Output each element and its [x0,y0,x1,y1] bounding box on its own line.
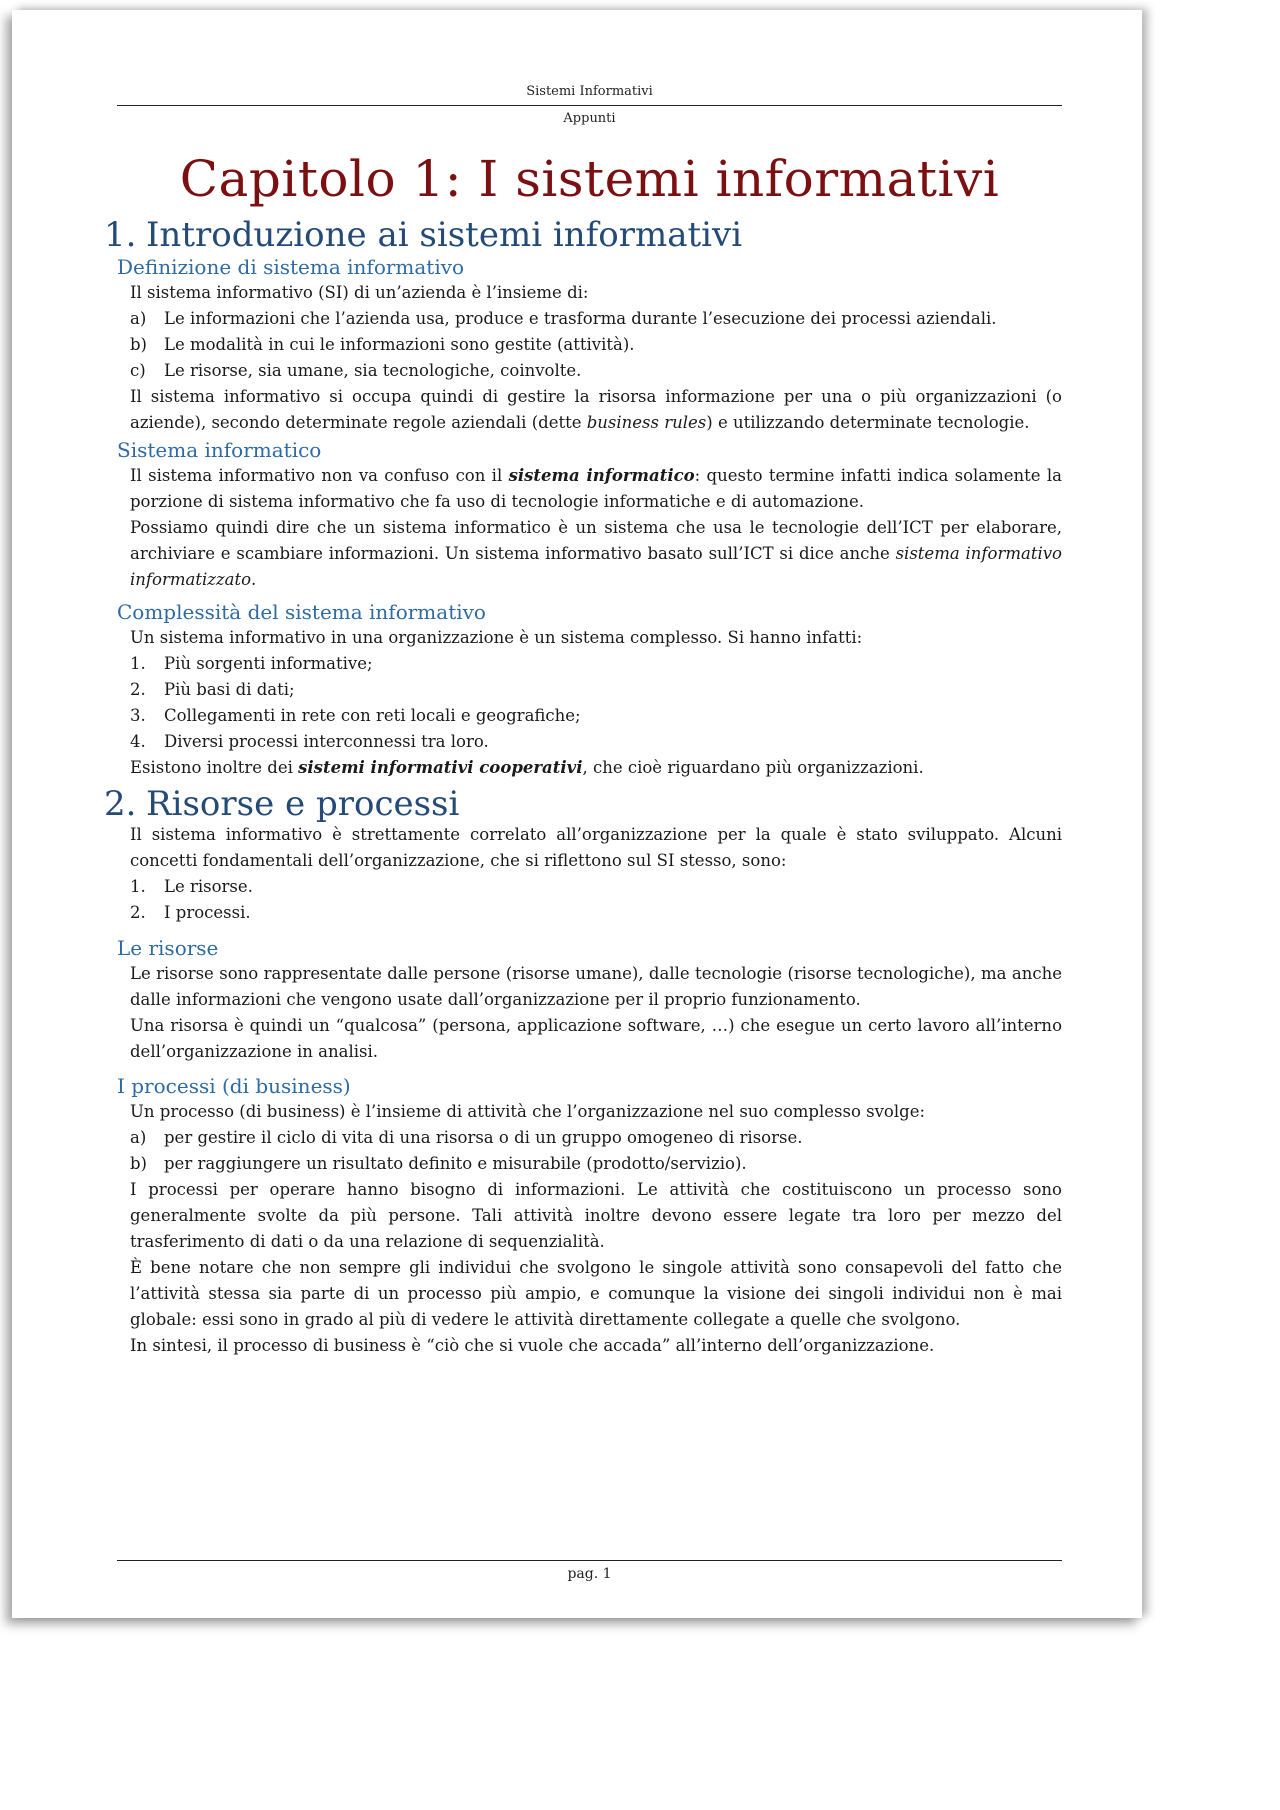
list-marker: 1. [130,877,146,896]
list-item [130,306,1062,332]
list-text: Più basi di dati; [164,680,295,699]
subsection-body-risorse [130,961,1062,1065]
section-title: Risorse e processi [146,784,460,824]
subsection-body-definizione [130,280,1062,436]
subsection-body-processi [130,1099,1062,1359]
list-marker: b) [130,335,147,354]
list-text: Più sorgenti informative; [164,654,373,673]
subsection-body-complessita [130,625,1062,781]
subsection-heading-risorse: Le risorse [117,936,219,960]
section-1-heading [104,215,742,255]
running-header-title: Sistemi Informativi [526,84,653,99]
footer-rule [117,1560,1062,1561]
paragraph: Un processo (di business) è l’insieme di attività che l’organizzazione nel suo complesso svolge: [130,1102,926,1121]
section-number: 1. [104,215,137,255]
paragraph: In sintesi, il processo di business è “ciò che si vuole che accada” all’interno dell’organizzazione. [130,1336,935,1355]
list-marker: a) [130,1128,147,1147]
list-item [130,703,1062,729]
text-run: : questo termine infatti indica solamente la porzione di sistema informativo che fa uso di tecnologie informatiche e di automazione. [130,466,1062,511]
subsection-heading-processi: I processi (di business) [117,1074,351,1098]
list-item [130,677,1062,703]
paragraph: Il sistema informativo è strettamente correlato all’organizzazione per la quale è stato sviluppato. Alcuni concetti fondamentali dell’organizzazione, che si riflettono sul SI stesso, sono: [130,825,1062,870]
list-item [130,729,1062,755]
list-text: Collegamenti in rete con reti locali e geografiche; [164,706,581,725]
section-number: 2. [104,784,137,824]
subsection-heading-definizione: Definizione di sistema informativo [117,255,465,279]
list-item [130,651,1062,677]
list-item [130,1151,1062,1177]
list-marker: 1. [130,654,146,673]
text-run: . [251,570,257,589]
chapter-title: Capitolo 1: I sistemi informativi [179,150,1000,208]
text-run: Il sistema informativo non va confuso con il [130,466,509,485]
emphasis: sistema informativo informatizzato [130,544,1062,589]
paragraph: I processi per operare hanno bisogno di informazioni. Le attività che costituiscono un processo sono generalmente svolte da più persone. Tali attività inoltre devono essere legate tra loro per mezzo del trasferimento di dati o da una relazione di sequenzialità. [130,1180,1062,1251]
text-run: Esistono inoltre dei [130,758,299,777]
paragraph: È bene notare che non sempre gli individui che svolgono le singole attività sono consapevoli del fatto che l’attività stessa sia parte di un processo più ampio, e comunque la visione dei singoli individui non è mai globale: essi sono in grado al più di vedere le attività direttamente collegate a quelle che svolgono. [130,1258,1062,1329]
list-item [130,874,1062,900]
section-2-heading [104,784,459,824]
list-text: per gestire il ciclo di vita di una risorsa o di un gruppo omogeneo di risorse. [164,1128,803,1147]
list-item [130,1125,1062,1151]
list-text: per raggiungere un risultato definito e misurabile (prodotto/servizio). [164,1154,747,1173]
list-text: Diversi processi interconnessi tra loro. [164,732,489,751]
document-page [12,10,1142,1618]
paragraph: Un sistema informativo in una organizzazione è un sistema complesso. Si hanno infatti: [130,628,863,647]
emphasis: business rules [586,413,707,432]
page-number: pag. 1 [567,1566,612,1582]
list-item [130,332,1062,358]
section-2-body [130,822,1062,926]
paragraph [130,515,1062,593]
list-marker: a) [130,309,147,328]
text-run: Il sistema informativo si occupa quindi di gestire la risorsa informazione per una o più organizzazioni (o aziende), secondo determinate regole aziendali (dette [130,387,1062,432]
subsection-body-sistema-informatico [130,463,1062,593]
list-marker: 2. [130,903,146,922]
paragraph: Una risorsa è quindi un “qualcosa” (persona, applicazione software, …) che esegue un certo lavoro all’interno dell’organizzazione in analisi. [130,1016,1062,1061]
list-item [130,358,1062,384]
text-run: , che cioè riguardano più organizzazioni. [582,758,924,777]
paragraph [130,463,1062,515]
list-text: Le informazioni che l’azienda usa, produce e trasforma durante l’esecuzione dei processi aziendali. [164,309,997,328]
list-text: Le risorse, sia umane, sia tecnologiche, coinvolte. [164,361,582,380]
emphasis: sistema informatico [508,466,695,485]
paragraph: Le risorse sono rappresentate dalle persone (risorse umane), dalle tecnologie (risorse tecnologiche), ma anche dalle informazioni che vengono usate dall’organizzazione per il proprio funzionamento. [130,964,1062,1009]
list-marker: c) [130,361,146,380]
paragraph [130,384,1062,436]
text-run: Possiamo quindi dire che un sistema informatico è un sistema che usa le tecnologie dell’ICT per elaborare, archiviare e scambiare informazioni. Un sistema informativo basato sull’ICT si dice anche [130,518,1062,563]
list-marker: 3. [130,706,146,725]
section-title: Introduzione ai sistemi informativi [146,215,743,255]
list-text: Le risorse. [164,877,253,896]
list-item [130,900,1062,926]
emphasis: sistemi informativi cooperativi [298,758,583,777]
header-rule [117,105,1062,106]
subsection-heading-complessita: Complessità del sistema informativo [117,600,486,624]
running-header-subtitle: Appunti [563,111,616,126]
text-run: ) e utilizzando determinate tecnologie. [706,413,1030,432]
paragraph: Il sistema informativo (SI) di un’azienda è l’insieme di: [130,283,589,302]
list-text: Le modalità in cui le informazioni sono gestite (attività). [164,335,635,354]
list-marker: 2. [130,680,146,699]
list-marker: b) [130,1154,147,1173]
paragraph [130,755,1062,781]
subsection-heading-sistema-informatico: Sistema informatico [117,438,322,462]
list-text: I processi. [164,903,251,922]
list-marker: 4. [130,732,146,751]
